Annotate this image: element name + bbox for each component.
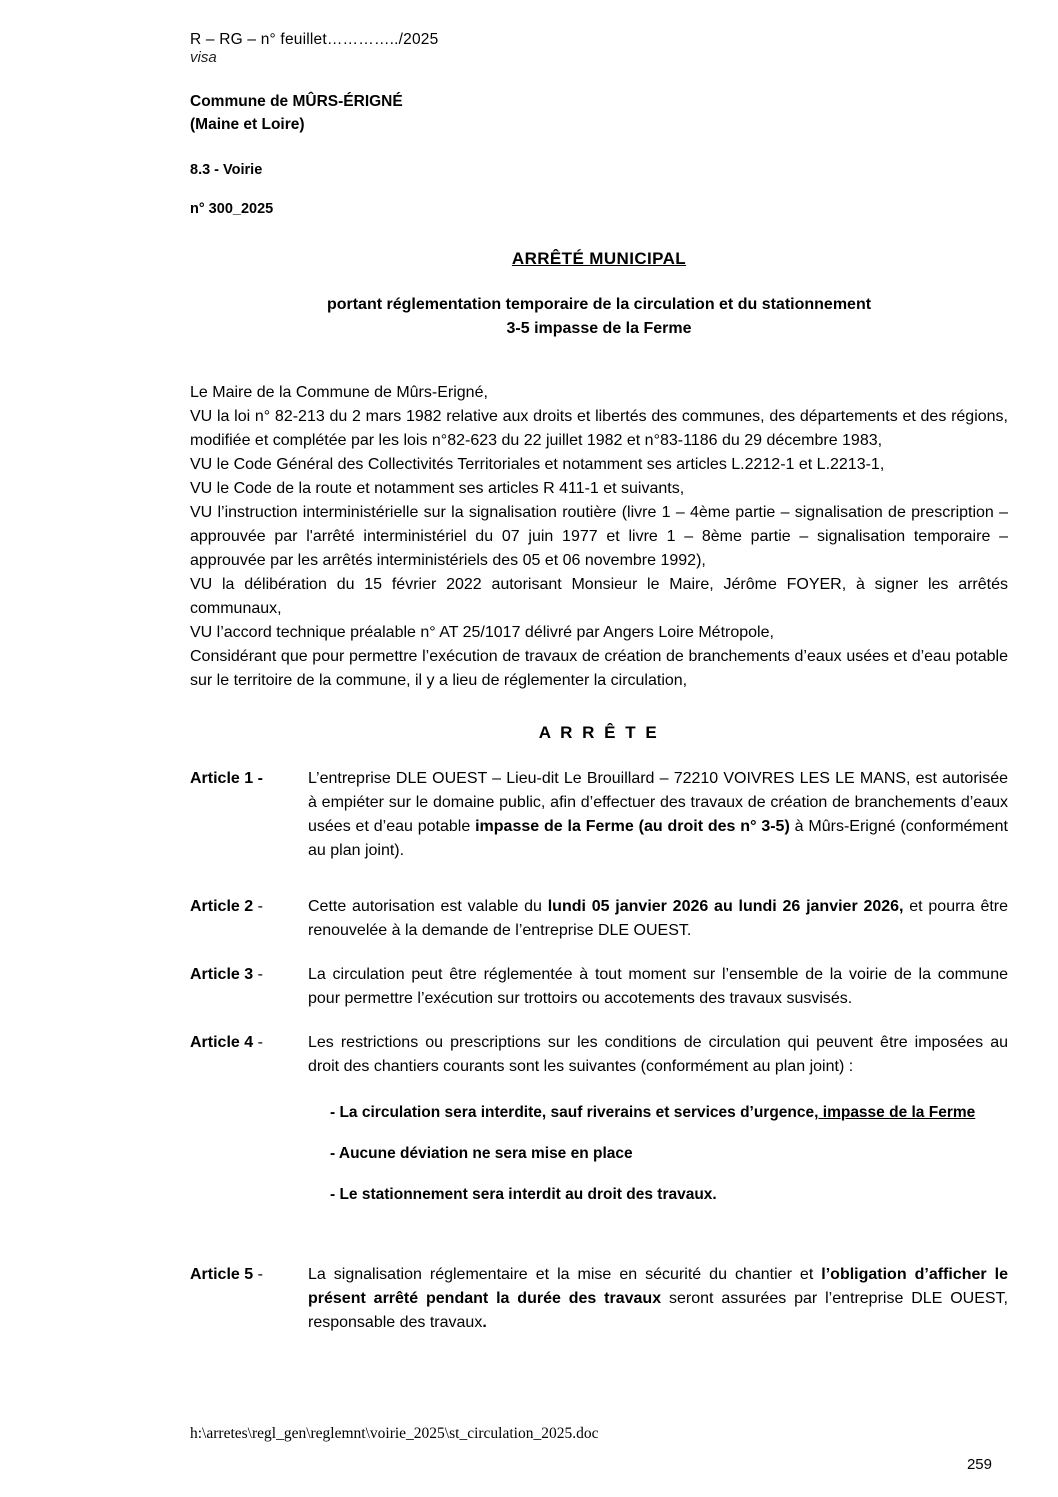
article-5-part-1: l’obligation d’afficher le présent arrêté pendant la durée des travaux [308,1265,1008,1307]
restriction-item-2-text: - Aucune déviation ne sera mise en place [330,1145,633,1163]
article-1-body [308,767,1008,863]
article-2-label-text: Article 2 [190,897,254,915]
article-5-label-text: Article 5 [190,1265,254,1283]
article-1 [190,767,1008,863]
article-5-label-dash: - [257,1265,263,1283]
article-1-part-0: L’entreprise DLE OUEST – Lieu-dit Le Brouillard – 72210 VOIVRES LES LE MANS, est autorisée à empiéter sur le domaine public, afin d’effectuer des travaux de création de branchements d’eaux usées et d’eau potable [308,769,1008,835]
restriction-item-1-location: impasse de la Ferme [818,1103,976,1121]
article-5-part-2: seront assurées par l’entreprise DLE OUEST, responsable des travaux [308,1289,1008,1331]
document-content [190,30,1008,1335]
article-5-part-0: La signalisation réglementaire et la mise en sécurité du chantier et [308,1265,822,1283]
article-1-label [190,767,308,791]
preamble-vu-6: VU l’accord technique préalable n° AT 25/1017 délivré par Angers Loire Métropole, [190,623,774,641]
article-5-body [308,1263,1008,1335]
article-3 [190,963,1008,1011]
preamble-block [190,381,1008,693]
preamble-mayor-line: Le Maire de la Commune de Mûrs-Erigné, [190,383,488,401]
preamble-vu-4: VU l’instruction interministérielle sur la signalisation routière (livre 1 – 4ème partie – signalisation de prescription – approuvée par l'arrêté interministériel du 07 juin 1977 et livre 1 – 8ème partie – signalisation temporaire – approuvée par les arrêtés interministériels des 05 et 06 novembre 1992), [190,503,1008,569]
article-3-label-text: Article 3 [190,965,254,983]
restriction-item-1-text: - La circulation sera interdite, sauf riverains et services d’urgence [330,1103,815,1121]
preamble-vu-2: VU le Code Général des Collectivités Territoriales et notamment ses articles L.2212-1 et L.2213-1, [190,455,885,473]
article-1-label-text: Article 1 [190,769,254,787]
article-4-body [308,1031,1008,1225]
article-4-label-text: Article 4 [190,1033,254,1051]
article-2-body [308,895,1008,943]
article-5-label [190,1263,308,1287]
restriction-item-1 [330,1101,1008,1124]
preamble-vu-5: VU la délibération du 15 février 2022 autorisant Monsieur le Maire, Jérôme FOYER, à signer les arrêtés communaux, [190,575,1008,617]
article-3-label [190,963,308,987]
document-category: 8.3 - Voirie [190,162,263,179]
header-visa: visa [190,49,217,67]
restriction-item-1-comma: , [814,1103,819,1121]
article-2-part-0: Cette autorisation est valable du [308,897,548,915]
footer-file-path: h:\arretes\regl_gen\reglemnt\voirie_2025\st_circulation_2025.doc [190,1425,599,1442]
article-4-label [190,1031,308,1055]
commune-name: Commune de MÛRS-ÉRIGNÉ [190,93,403,111]
article-2-part-1: lundi 05 janvier 2026 au lundi 26 janvier 2026, [547,897,904,915]
arrete-heading: A R R Ê T E [538,722,660,742]
commune-department: (Maine et Loire) [190,115,305,133]
preamble-vu-3: VU le Code de la route et notamment ses articles R 411-1 et suivants, [190,479,685,497]
document-number: n° 300_2025 [190,200,274,217]
article-2-label-dash: - [257,897,263,915]
article-1-part-1: impasse de la Ferme (au droit des n° 3-5) [475,817,790,835]
page-subtitle-line1: portant réglementation temporaire de la circulation et du stationnement [326,295,872,313]
article-2-part-2: et pourra être renouvelée à la demande de l’entreprise DLE OUEST. [308,897,1009,939]
article-2-label [190,895,308,919]
preamble-considerant: Considérant que pour permettre l’exécution de travaux de création de branchements d’eaux usées et d’eau potable sur le territoire de la commune, il y a lieu de réglementer la circulation, [190,647,1008,689]
preamble-vu-1: VU la loi n° 82-213 du 2 mars 1982 relative aux droits et libertés des communes, des départements et des régions, modifiée et complétée par les lois n°82-623 du 22 juillet 1982 et n°83-1186 du 29 décembre 1983, [190,407,1008,449]
page-title: ARRÊTÉ MUNICIPAL [511,248,687,268]
article-3-part-0: La circulation peut être réglementée à tout moment sur l’ensemble de la voirie de la commune pour permettre l’exécution sur trottoirs ou accotements des travaux susvisés. [308,965,1008,1007]
article-4 [190,1031,1008,1225]
restrictions-list [330,1101,1008,1207]
article-1-part-2: à Mûrs-Erigné (conformément au plan joint). [308,817,1008,859]
article-5-part-3: . [482,1313,487,1331]
article-3-label-dash: - [257,965,263,983]
article-4-label-dash: - [257,1033,263,1051]
article-1-label-dash: - [257,769,263,787]
article-5 [190,1263,1008,1335]
restriction-item-3 [330,1183,1008,1206]
restriction-item-2 [330,1142,1008,1165]
article-2 [190,895,1008,943]
article-3-body [308,963,1008,1011]
page-subtitle-line2: 3-5 impasse de la Ferme [506,319,692,337]
footer-page-number: 259 [966,1456,992,1473]
header-reference: R – RG – n° feuillet…………../2025 [190,31,439,48]
restriction-item-3-text: - Le stationnement sera interdit au droit des travaux. [330,1186,717,1204]
article-4-part-0: Les restrictions ou prescriptions sur les conditions de circulation qui peuvent être imposées au droit des chantiers courants sont les suivantes (conformément au plan joint) : [308,1033,1008,1075]
